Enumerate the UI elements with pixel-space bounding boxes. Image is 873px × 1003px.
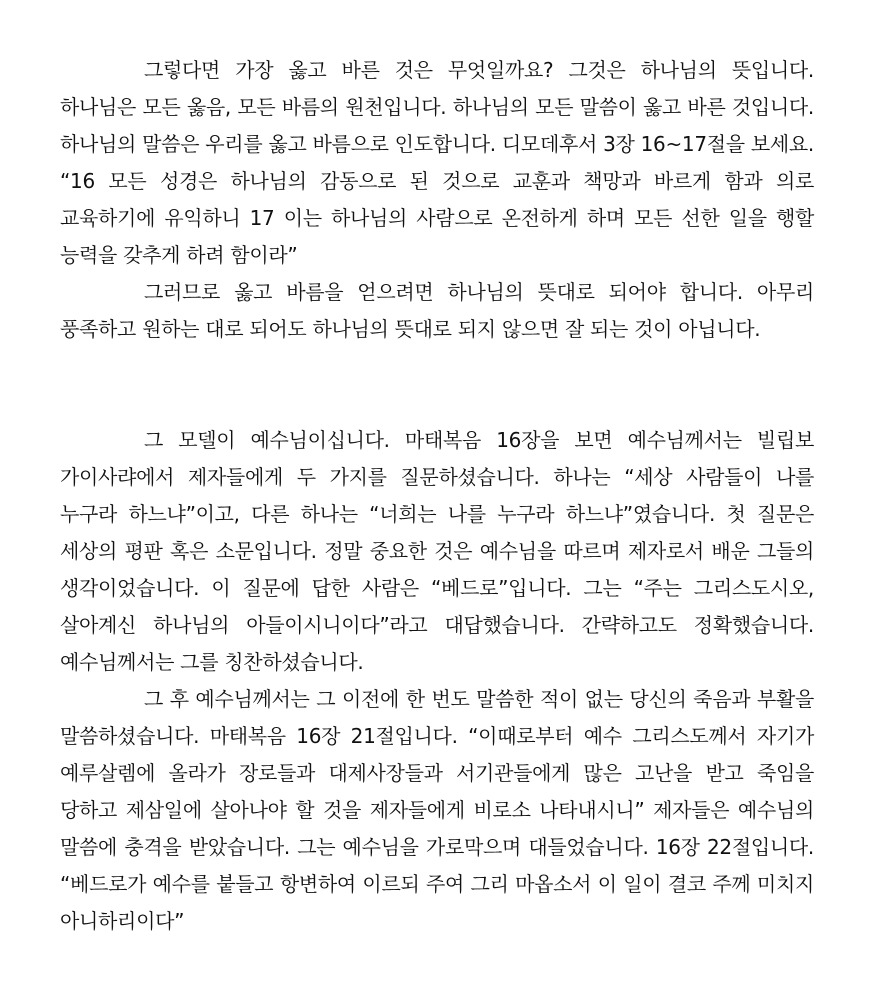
paragraph: 그렇다면 가장 옳고 바른 것은 무엇일까요? 그것은 하나님의 뜻입니다. 하나님은 모든 옳음, 모든 바름의 원천입니다. 하나님의 모든 말씀이 옳고 바른 것입니다. 하나님의 말씀은 우리를 옳고 바름으로 인도합니다. 디모데후서 3장 16~17절을 보세요. “16 모든 성경은 하나님의 감동으로 된 것으로 교훈과 책망과 바르게 함과 의로 교육하기에 유익하니 17 이는 하나님의 사람으로 온전하게 하며 모든 선한 일을 행할 능력을 갖추게 하려 함이라”	[60, 58, 814, 267]
section-gap	[60, 348, 814, 422]
document-body	[60, 52, 814, 940]
paragraph: 그러므로 옳고 바름을 얻으려면 하나님의 뜻대로 되어야 합니다. 아무리 풍족하고 원하는 대로 되어도 하나님의 뜻대로 되지 않으면 잘 되는 것이 아닙니다.	[60, 280, 814, 341]
section-righteousness	[60, 52, 814, 348]
section-jesus-model	[60, 422, 814, 940]
paragraph: 그 모델이 예수님이십니다. 마태복음 16장을 보면 예수님께서는 빌립보 가이사랴에서 제자들에게 두 가지를 질문하셨습니다. 하나는 “세상 사람들이 나를 누구라 하느냐”이고, 다른 하나는 “너희는 나를 누구라 하느냐”였습니다. 첫 질문은 세상의 평판 혹은 소문입니다. 정말 중요한 것은 예수님을 따르며 제자로서 배운 그들의 생각이었습니다. 이 질문에 답한 사람은 “베드로”입니다. 그는 “주는 그리스도시오, 살아계신 하나님의 아들이시니이다”라고 대답했습니다. 간략하고도 정확했습니다. 예수님께서는 그를 칭찬하셨습니다.	[60, 428, 814, 674]
paragraph: 그 후 예수님께서는 그 이전에 한 번도 말씀한 적이 없는 당신의 죽음과 부활을 말씀하셨습니다. 마태복음 16장 21절입니다. “이때로부터 예수 그리스도께서 자기가 예루살렘에 올라가 장로들과 대제사장들과 서기관들에게 많은 고난을 받고 죽임을 당하고 제삼일에 살아나야 할 것을 제자들에게 비로소 나타내시니” 제자들은 예수님의 말씀에 충격을 받았습니다. 그는 예수님을 가로막으며 대들었습니다. 16장 22절입니다. “베드로가 예수를 붙들고 항변하여 이르되 주여 그리 마옵소서 이 일이 결코 주께 미치지 아니하리이다”	[60, 687, 814, 933]
